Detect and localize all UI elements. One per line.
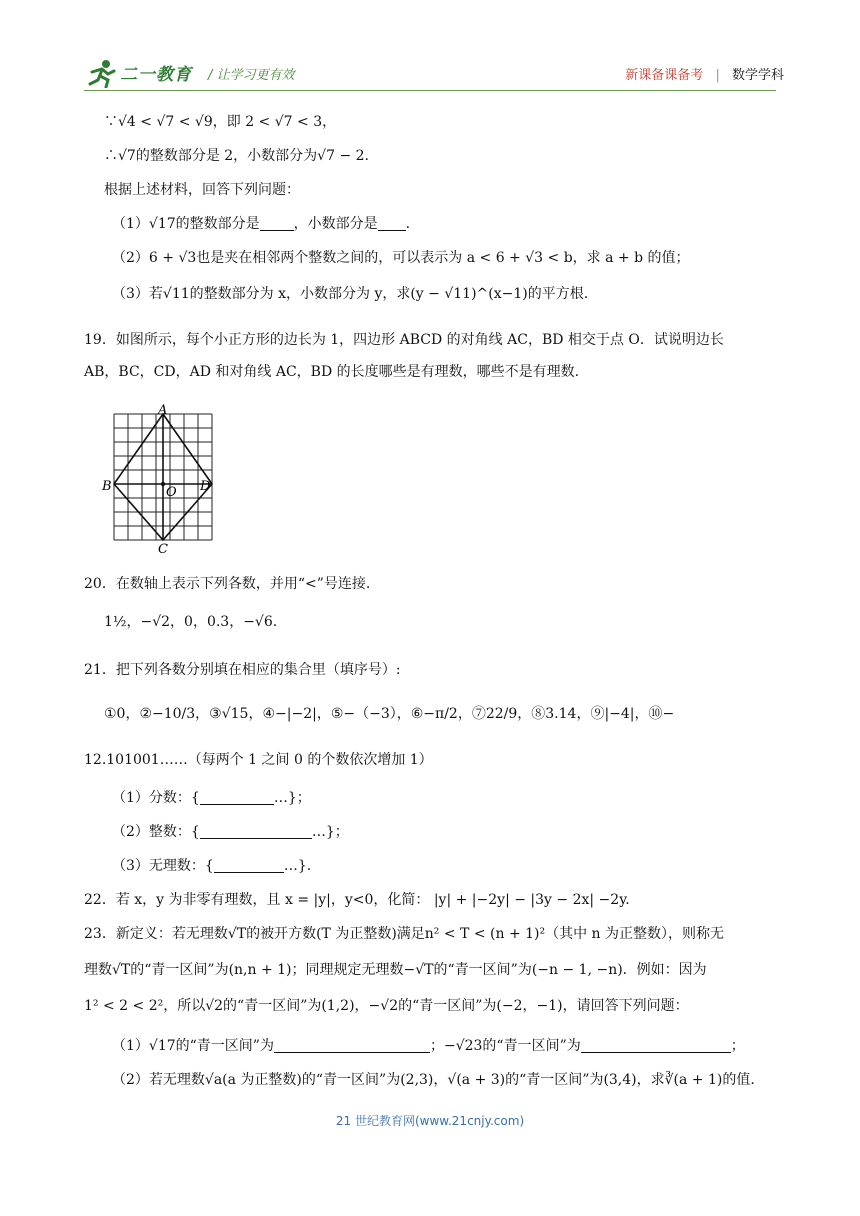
q23-part2: （2）若无理数√a(a 为正整数)的“青一区间”为(2,3)，√(a + 3)的“青一区间”为(3,4)，求∛(a + 1)的值. (112, 1072, 755, 1088)
logo (84, 58, 204, 88)
header-course-label: 新课备课备考 (625, 68, 704, 83)
header-separator: | (715, 68, 720, 83)
q21-part1-close: …}； (273, 790, 311, 806)
question-21-list-cont: 12.101001……（每两个 1 之间 0 的个数依次增加 1） (84, 752, 433, 768)
answer-blank[interactable] (378, 216, 406, 231)
question-19-cont: AB，BC，CD，AD 和对角线 AC，BD 的长度哪些是有理数，哪些不是有理数. (84, 364, 580, 380)
slogan: / 让学习更有效 (208, 68, 295, 83)
text-line: ∴√7的整数部分是 2，小数部分为√7 − 2. (104, 148, 370, 164)
question-23-line2: 理数√T的“青一区间”为(n,n + 1)；同理规定无理数−√T的“青一区间”为(−n − 1, −n)．例如：因为 (84, 962, 707, 978)
text-line: ∵√4 < √7 < √9，即 2 < √7 < 3， (104, 114, 337, 130)
page-footer: 21 世纪教育网(www.21cnjy.com) (335, 1114, 525, 1128)
text-line: （3）若√11的整数部分为 x，小数部分为 y，求(y − √11)^(x−1)的平方根. (112, 286, 589, 302)
q21-part1 (112, 788, 311, 808)
question-19: 19．如图所示，每个小正方形的边长为 1，四边形 ABCD 的对角线 AC，BD 相交于点 O．试说明边长 (84, 332, 724, 348)
question-23-line3: 1² < 2 < 2²，所以√2的“青一区间”为(1,2)，−√2的“青一区间”为(−2，−1)，请回答下列问题： (84, 998, 689, 1014)
q21-part2-close: …}； (311, 824, 349, 840)
q23-part1 (112, 1036, 745, 1056)
page-header (84, 58, 784, 90)
answer-blank[interactable] (200, 790, 274, 805)
logo-text: 二一教育 (120, 65, 192, 85)
q18-part1-text-b: ，小数部分是 (293, 216, 378, 232)
question-21-list: ①0，②−10/3，③√15，④−|−2|，⑤−（−3），⑥−π/2，⑦22/9，⑧3.14，⑨|−4|，⑩− (104, 706, 675, 722)
q18-part1-text-a: （1）√17的整数部分是 (112, 216, 260, 232)
q21-part2-label: （2）整数：{ (112, 824, 200, 840)
header-subject-label: 数学学科 (731, 68, 784, 83)
question-22: 22．若 x，y 为非零有理数，且 x = |y|，y<0，化简： |y| + |−2y| − |3y − 2x| −2y. (84, 892, 630, 908)
q21-part3 (112, 856, 311, 876)
header-divider (84, 90, 776, 91)
header-right (625, 64, 784, 83)
q21-part1-label: （1）分数：{ (112, 790, 200, 806)
q23-part1-text-a: （1）√17的“青一区间”为 (112, 1038, 274, 1054)
answer-blank[interactable] (214, 858, 284, 873)
question-23: 23．新定义：若无理数√T的被开方数(T 为正整数)满足n² < T < (n + 1)²（其中 n 为正整数），则称无 (84, 926, 725, 942)
vertex-d-label: D (200, 479, 211, 494)
answer-blank[interactable] (200, 824, 312, 839)
vertex-c-label: C (158, 542, 168, 554)
answer-blank[interactable] (581, 1038, 731, 1053)
answer-blank[interactable] (274, 1038, 430, 1053)
answer-blank[interactable] (260, 216, 294, 231)
question-20: 20．在数轴上表示下列各数，并用“<”号连接. (84, 576, 371, 592)
q21-part3-label: （3）无理数：{ (112, 858, 214, 874)
quadrilateral-figure (100, 404, 220, 554)
q23-part1-text-c: ； (730, 1038, 745, 1054)
q23-part1-text-b: ；−√23的“青一区间”为 (429, 1038, 581, 1054)
question-20-numbers: 1½，−√2，0，0.3，−√6. (104, 614, 278, 630)
q18-part1 (112, 214, 410, 234)
vertex-b-label: B (102, 479, 112, 494)
runner-logo-icon (84, 58, 120, 88)
q18-part1-text-c: . (405, 216, 411, 232)
text-line: （2）6 + √3也是夹在相邻两个整数之间的，可以表示为 a < 6 + √3 < b，求 a + b 的值； (112, 250, 690, 266)
q21-part3-close: …}. (283, 858, 312, 874)
q21-part2 (112, 822, 349, 842)
question-21: 21．把下列各数分别填在相应的集合里（填序号）: (84, 662, 401, 678)
text-line: 根据上述材料，回答下列问题： (104, 182, 300, 198)
point-o-label: O (166, 485, 177, 500)
vertex-a-label: A (158, 404, 168, 418)
